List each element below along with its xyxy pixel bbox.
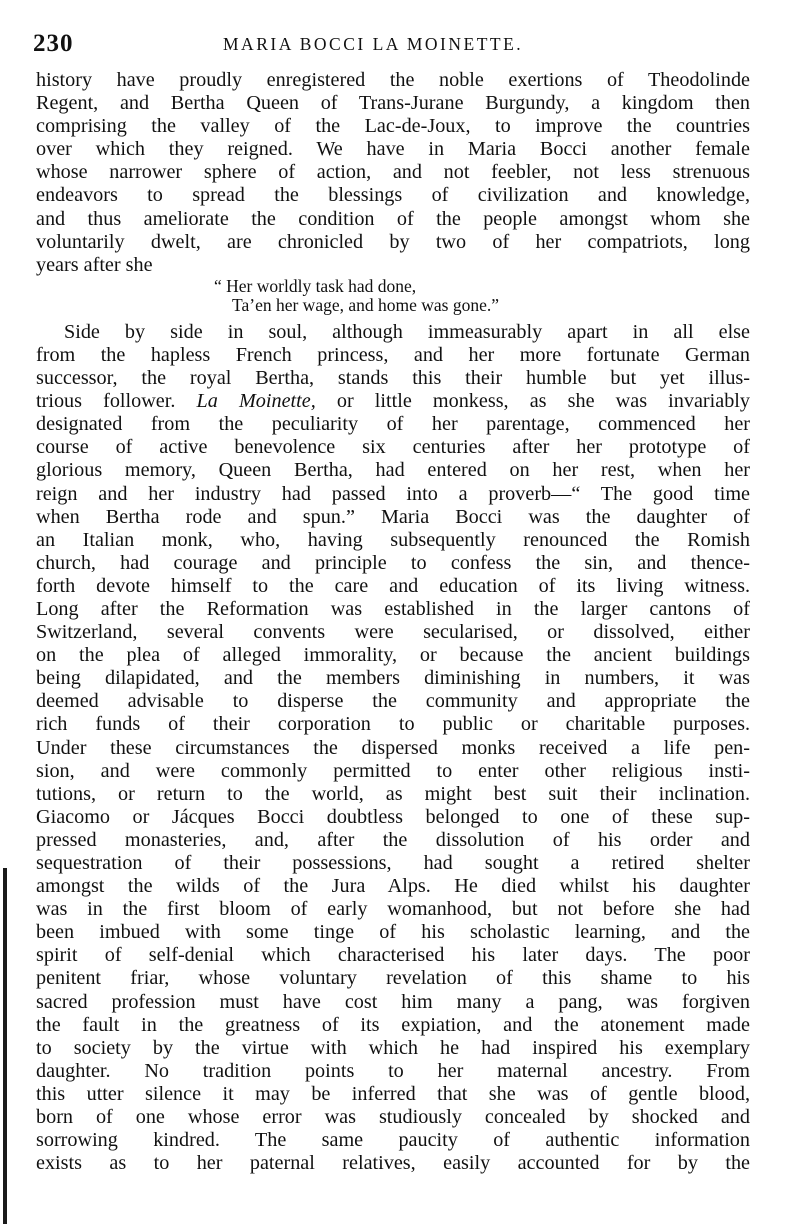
- text-line: Long after the Reformation was established in the larger cantons of: [36, 597, 750, 620]
- text-line: years after she: [36, 253, 153, 276]
- text-line: on the plea of alleged immorality, or because the ancient buildings: [36, 644, 750, 667]
- text-line: from the hapless French princess, and her more fortunate German: [36, 343, 750, 366]
- text-line: sorrowing kindred. The same paucity of authentic information: [36, 1129, 750, 1152]
- text-line: history have proudly enregistered the noble exertions of Theodolinde: [36, 69, 750, 91]
- text-line: been imbued with some tinge of his scholastic learning, and the: [36, 921, 750, 944]
- text-line: glorious memory, Queen Bertha, had entered on her rest, when her: [36, 459, 750, 482]
- body-text: [36, 69, 750, 1175]
- text-line: Switzerland, several convents were secularised, or dissolved, either: [36, 621, 750, 644]
- text-line: was in the first bloom of early womanhood, but not before she had: [36, 898, 750, 921]
- text-line: this utter silence it may be inferred that she was of gentle blood,: [36, 1082, 750, 1105]
- text-line: daughter. No tradition points to her maternal ancestry. From: [36, 1059, 750, 1082]
- italic-title: La Moinette,: [196, 390, 316, 413]
- text-line: sion, and were commonly permitted to enter other religious insti-: [36, 759, 750, 782]
- page-header: [33, 30, 753, 60]
- text-run: trious follower.: [36, 390, 197, 413]
- text-line: being dilapidated, and the members diminishing in numbers, it was: [36, 667, 750, 690]
- page-edge-rule: [3, 868, 7, 1224]
- page-number: 230: [33, 30, 74, 57]
- text-line: reign and her industry had passed into a proverb—“ The good time: [36, 482, 750, 505]
- text-line: [36, 390, 750, 413]
- text-line: deemed advisable to disperse the community and appropriate the: [36, 690, 750, 713]
- text-line: sacred profession must have cost him many a pang, was forgiven: [36, 990, 750, 1013]
- text-line: an Italian monk, who, having subsequently renounced the Romish: [36, 528, 750, 551]
- text-line: forth devote himself to the care and education of its living witness.: [36, 574, 750, 597]
- text-line: pressed monasteries, and, after the dissolution of his order and: [36, 828, 750, 851]
- text-line: whose narrower sphere of action, and not feebler, not less strenuous: [36, 161, 750, 184]
- verse-quotation: [36, 277, 750, 315]
- text-line: when Bertha rode and spun.” Maria Bocci was the daughter of: [36, 505, 750, 528]
- paragraph-1: [36, 69, 750, 277]
- text-line: rich funds of their corporation to public or charitable purposes.: [36, 713, 750, 736]
- text-line: exists as to her paternal relatives, easily accounted for by the: [36, 1152, 750, 1175]
- text-line: Regent, and Bertha Queen of Trans-Jurane Burgundy, a kingdom then: [36, 92, 750, 115]
- text-line: voluntarily dwelt, are chronicled by two of her compatriots, long: [36, 230, 750, 253]
- text-line: comprising the valley of the Lac-de-Joux, to improve the countries: [36, 115, 750, 138]
- text-line: the fault in the greatness of its expiation, and the atonement made: [36, 1013, 750, 1036]
- text-run: or little monkess, as she was invariably: [315, 390, 750, 413]
- text-line: penitent friar, whose voluntary revelation of this shame to his: [36, 967, 750, 990]
- verse-line: “ Her worldly task had done,: [214, 275, 417, 296]
- text-line: to society by the virtue with which he had inspired his exemplary: [36, 1036, 750, 1059]
- text-line: over which they reigned. We have in Maria Bocci another female: [36, 138, 750, 161]
- running-head: MARIA BOCCI LA MOINETTE.: [223, 34, 524, 54]
- paragraph-2: [36, 321, 750, 1175]
- verse-line: Ta’en her wage, and home was gone.”: [232, 294, 499, 315]
- text-line: born of one whose error was studiously concealed by shocked and: [36, 1106, 750, 1129]
- text-line: designated from the peculiarity of her parentage, commenced her: [36, 413, 750, 436]
- text-line: tutions, or return to the world, as might best suit their inclination.: [36, 782, 750, 805]
- text-line: Giacomo or Jácques Bocci doubtless belonged to one of these sup-: [36, 805, 750, 828]
- text-line: Under these circumstances the dispersed monks received a life pen-: [36, 736, 750, 759]
- text-line: successor, the royal Bertha, stands this their humble but yet illus-: [36, 367, 750, 390]
- text-line: course of active benevolence six centuries after her prototype of: [36, 436, 750, 459]
- text-line: and thus ameliorate the condition of the people amongst whom she: [36, 207, 750, 230]
- text-line: sequestration of their possessions, had sought a retired shelter: [36, 852, 750, 874]
- text-line: spirit of self-denial which characterised his later days. The poor: [36, 944, 750, 967]
- text-line: church, had courage and principle to confess the sin, and thence-: [36, 551, 750, 574]
- text-line: Side by side in soul, although immeasurably apart in all else: [64, 320, 750, 343]
- text-line: amongst the wilds of the Jura Alps. He died whilst his daughter: [36, 875, 750, 898]
- text-line: endeavors to spread the blessings of civilization and knowledge,: [36, 184, 750, 207]
